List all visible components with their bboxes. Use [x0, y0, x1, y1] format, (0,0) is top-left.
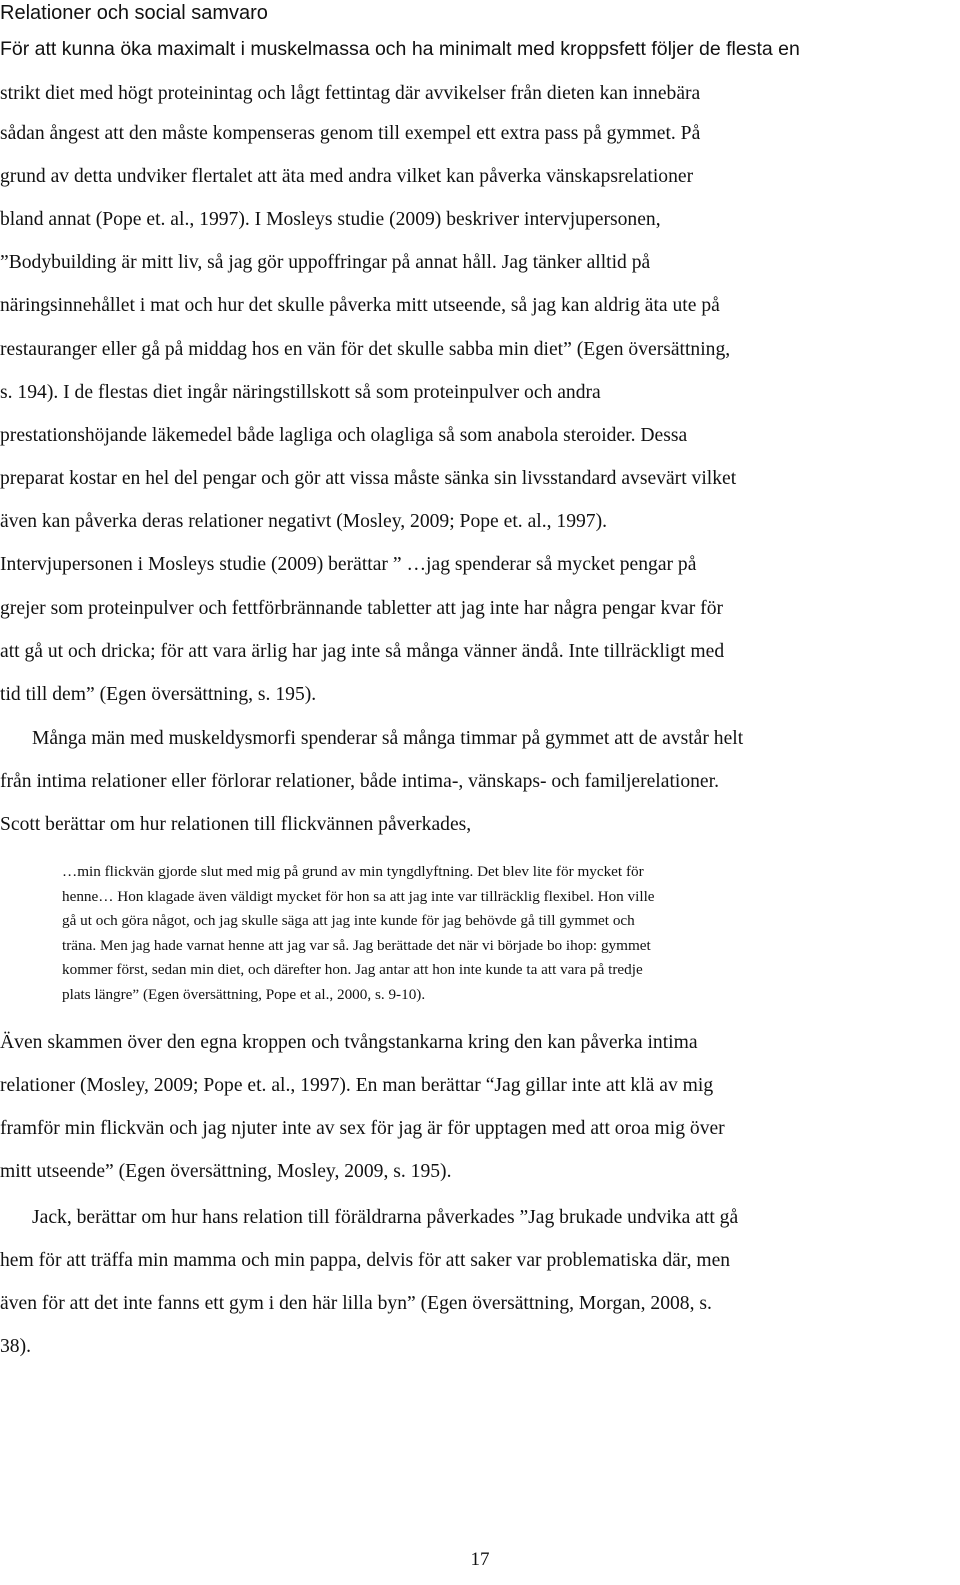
body-line: även kan påverka deras relationer negativt (Mosley, 2009; Pope et. al., 1997).: [0, 511, 608, 532]
body-line: Även skammen över den egna kroppen och tvångstankarna kring den kan påverka intima: [0, 1032, 698, 1053]
body-line: ”Bodybuilding är mitt liv, så jag gör uppoffringar på annat håll. Jag tänker alltid på: [0, 252, 651, 273]
body-line: från intima relationer eller förlorar relationer, både intima-, vänskaps- och familjerelationer.: [0, 771, 719, 792]
body-line: För att kunna öka maximalt i muskelmassa och ha minimalt med kroppsfett följer de flesta en: [0, 38, 800, 60]
body-line: hem för att träffa min mamma och min pappa, delvis för att saker var problematiska där, men: [0, 1250, 731, 1271]
block-quote-line: plats längre” (Egen översättning, Pope et al., 2000, s. 9-10).: [62, 986, 426, 1003]
body-line: grejer som proteinpulver och fettförbrännande tabletter att jag inte har några pengar kvar för: [0, 598, 724, 619]
body-line: preparat kostar en hel del pengar och gör att vissa måste sänka sin livsstandard avsevärt vilket: [0, 468, 737, 489]
body-line: mitt utseende” (Egen översättning, Mosley, 2009, s. 195).: [0, 1161, 452, 1182]
paragraph-first-line: Många män med muskeldysmorfi spenderar så många timmar på gymmet att de avstår helt: [32, 728, 744, 749]
block-quote-line: kommer först, sedan min diet, och därefter hon. Jag antar att hon inte kunde ta att vara på tredje: [62, 961, 643, 978]
body-line: Intervjupersonen i Mosleys studie (2009) berättar ” …jag spenderar så mycket pengar på: [0, 554, 697, 575]
section-heading: Relationer och social samvaro: [0, 2, 268, 24]
body-line: 38).: [0, 1336, 32, 1357]
block-quote-line: träna. Men jag hade varnat henne att jag var så. Jag berättade det när vi började bo ihop: gymmet: [62, 937, 651, 954]
body-line: Scott berättar om hur relationen till flickvännen påverkades,: [0, 814, 472, 835]
body-line: bland annat (Pope et. al., 1997). I Mosleys studie (2009) beskriver intervjupersonen,: [0, 209, 661, 230]
body-line: strikt diet med högt proteinintag och lågt fettintag där avvikelser från dieten kan innebära: [0, 83, 701, 104]
body-line: näringsinnehållet i mat och hur det skulle påverka mitt utseende, så jag kan aldrig äta ute på: [0, 295, 720, 316]
body-line: även för att det inte fanns ett gym i den här lilla byn” (Egen översättning, Morgan, 2008, s.: [0, 1293, 712, 1314]
body-line: restauranger eller gå på middag hos en vän för det skulle sabba min diet” (Egen översättning,: [0, 339, 731, 360]
page-number: 17: [470, 1549, 490, 1570]
body-line: grund av detta undviker flertalet att äta med andra vilket kan påverka vänskapsrelationer: [0, 166, 694, 187]
body-line: att gå ut och dricka; för att vara ärlig har jag inte så många vänner ändå. Inte tillräckligt med: [0, 641, 725, 662]
body-line: sådan ångest att den måste kompenseras genom till exempel ett extra pass på gymmet. På: [0, 123, 701, 144]
block-quote-line: …min flickvän gjorde slut med mig på grund av min tyngdlyftning. Det blev lite för mycket för: [62, 863, 644, 880]
block-quote-line: gå ut och göra något, och jag skulle säga att jag inte kunde för jag behövde gå till gymmet och: [62, 912, 635, 929]
body-line: framför min flickvän och jag njuter inte av sex för jag är för upptagen med att oroa mig över: [0, 1118, 725, 1139]
paragraph-first-line: Jack, berättar om hur hans relation till föräldrarna påverkades ”Jag brukade undvika att gå: [32, 1207, 739, 1228]
body-line: prestationshöjande läkemedel både lagliga och olagliga så som anabola steroider. Dessa: [0, 425, 688, 446]
body-line: tid till dem” (Egen översättning, s. 195).: [0, 684, 317, 705]
body-line: s. 194). I de flestas diet ingår näringstillskott så som proteinpulver och andra: [0, 382, 601, 403]
body-line: relationer (Mosley, 2009; Pope et. al., 1997). En man berättar “Jag gillar inte att klä av mig: [0, 1075, 714, 1096]
block-quote-line: henne… Hon klagade även väldigt mycket för hon sa att jag inte var tillräcklig flexibel. Hon ville: [62, 888, 655, 905]
